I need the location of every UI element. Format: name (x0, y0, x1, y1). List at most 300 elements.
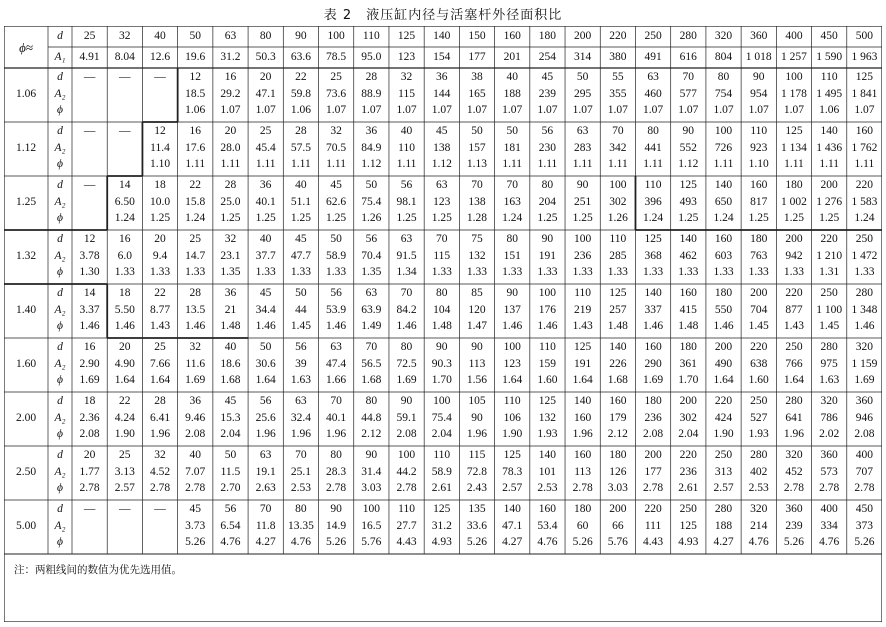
area-ratio-cell: 1.64 (114, 374, 135, 387)
area-ratio-cell: 1.90 (713, 428, 734, 441)
area-ratio-cell: 2.08 (79, 428, 100, 441)
bore-area-cell: 154 (433, 50, 451, 63)
annulus-area-cell: 104 (433, 304, 451, 317)
area-ratio-cell: 1.33 (114, 266, 135, 279)
area-ratio-cell: 1.46 (713, 320, 734, 333)
area-ratio-cell: 1.25 (572, 212, 593, 225)
annulus-area-cell: 28.3 (326, 466, 347, 479)
annulus-area-cell: 98.1 (396, 196, 417, 209)
bore-diameter-cell: 32 (119, 29, 131, 42)
area-ratio-cell: 1.64 (149, 374, 171, 387)
row-label-d: d (57, 341, 63, 354)
rod-diameter-cell: 25 (189, 233, 201, 246)
rod-diameter-cell: 80 (717, 71, 730, 84)
area-ratio-cell: 1.70 (431, 374, 452, 387)
area-ratio-cell: 2.04 (220, 428, 241, 441)
rod-diameter-cell: 80 (647, 125, 659, 138)
area-ratio-cell: 1.64 (572, 374, 593, 387)
bore-area-cell: 616 (679, 50, 697, 63)
rod-diameter-cell: 250 (820, 287, 838, 300)
annulus-area-cell: 29.2 (220, 88, 241, 101)
annulus-area-cell: 90.3 (431, 358, 452, 371)
area-ratio-cell: 2.12 (361, 428, 382, 441)
annulus-area-cell: 27.7 (396, 520, 417, 533)
area-ratio-cell: 1.11 (643, 158, 663, 171)
area-ratio-cell: 1.45 (819, 320, 840, 333)
annulus-area-cell: 337 (644, 304, 662, 317)
rod-diameter-cell: 12 (154, 125, 166, 138)
rod-diameter-cell: 90 (682, 125, 695, 138)
annulus-area-cell: 151 (503, 250, 521, 263)
rod-diameter-cell: 160 (750, 179, 768, 192)
area-ratio-cell: 2.78 (819, 482, 840, 495)
annulus-area-cell: 138 (433, 142, 451, 155)
rod-diameter-cell: 16 (119, 233, 131, 246)
rod-diameter-cell: 28 (224, 179, 237, 192)
area-ratio-cell: 1.46 (185, 320, 206, 333)
annulus-area-cell: 1 100 (816, 304, 843, 317)
rod-diameter-cell: 100 (538, 287, 557, 300)
area-ratio-cell: 2.61 (431, 482, 452, 495)
rod-diameter-cell: 28 (154, 395, 166, 408)
area-ratio-cell: 2.08 (185, 428, 206, 441)
area-ratio-cell: 1.07 (466, 104, 488, 117)
rod-diameter-cell: 45 (259, 287, 272, 300)
area-ratio-cell: 2.53 (748, 482, 769, 495)
rod-diameter-cell: 45 (224, 395, 237, 408)
rod-diameter-cell: 22 (154, 287, 166, 300)
area-ratio-cell: 1.46 (326, 320, 347, 333)
rod-diameter-cell: 140 (503, 503, 521, 516)
area-ratio-cell: 1.48 (678, 320, 699, 333)
area-ratio-cell (107, 156, 142, 174)
area-ratio-cell: 4.43 (396, 536, 417, 549)
rod-diameter-cell: 70 (365, 341, 378, 354)
annulus-area-cell: 573 (820, 466, 838, 479)
area-ratio-cell: 4.76 (290, 536, 311, 549)
annulus-area-cell: 111 (644, 520, 662, 533)
phi-value-label: 1.40 (15, 304, 37, 317)
area-ratio-cell: 3.03 (361, 482, 382, 495)
annulus-area-cell: 6.41 (149, 412, 171, 425)
rod-diameter-cell: 56 (295, 341, 307, 354)
area-ratio-cell: 1.60 (537, 374, 558, 387)
rod-diameter-cell: 25 (154, 341, 166, 354)
rod-diameter-cell: 110 (644, 179, 662, 192)
rod-diameter-cell: 25 (330, 71, 342, 84)
annulus-area-cell: 7.66 (149, 358, 171, 371)
bore-diameter-cell: 90 (295, 29, 307, 42)
area-ratio-cell: 1.26 (361, 212, 382, 225)
rod-diameter-cell: 135 (468, 503, 486, 516)
area-ratio-cell: 1.33 (713, 266, 734, 279)
annulus-area-cell: 30.6 (255, 358, 276, 371)
area-ratio-cell: 5.26 (185, 536, 206, 549)
annulus-area-cell: 3.78 (79, 250, 100, 263)
rod-diameter-cell: 25 (119, 449, 131, 462)
bore-area-cell: 4.91 (79, 50, 100, 63)
annulus-area-cell: 550 (714, 304, 733, 317)
annulus-area-cell: 230 (538, 142, 557, 155)
rod-diameter-cell: 56 (330, 287, 342, 300)
area-ratio-cell: 1.07 (572, 104, 593, 117)
rod-diameter-cell: 200 (609, 503, 627, 516)
rod-diameter-cell: 36 (436, 71, 448, 84)
rod-diameter-cell: 70 (259, 503, 272, 516)
area-ratio-cell: 5.76 (607, 536, 628, 549)
area-ratio-cell: 1.10 (748, 158, 769, 171)
annulus-area-cell: 73.6 (326, 88, 347, 101)
rod-diameter-cell: 110 (539, 341, 556, 354)
annulus-area-cell: 2.36 (79, 412, 100, 425)
area-ratio-cell: 1.90 (502, 428, 523, 441)
bore-diameter-cell: 160 (503, 29, 521, 42)
rod-diameter-cell: 20 (119, 341, 131, 354)
annulus-area-cell: 641 (785, 412, 803, 425)
annulus-area-cell: 603 (714, 250, 733, 263)
area-ratio-cell: 1.69 (643, 374, 664, 387)
rod-diameter-cell: 100 (397, 449, 416, 462)
rod-diameter-cell: 36 (259, 179, 272, 192)
annulus-area-cell: 47.1 (255, 88, 276, 101)
annulus-area-cell: 257 (609, 304, 627, 317)
annulus-area-cell: 239 (538, 88, 557, 101)
rod-diameter-cell: 200 (750, 287, 768, 300)
row-label-A2: A₂ (54, 250, 66, 263)
rod-diameter-cell: 63 (365, 287, 378, 300)
rod-diameter-cell: 70 (682, 71, 695, 84)
annulus-area-cell: 302 (679, 412, 697, 425)
annulus-area-cell: 355 (609, 88, 627, 101)
annulus-area-cell: 15.3 (220, 412, 241, 425)
area-ratio-cell: 4.27 (502, 536, 523, 549)
area-ratio-cell: 1.33 (502, 266, 523, 279)
area-ratio-cell: 5.26 (572, 536, 593, 549)
area-ratio-cell (142, 102, 177, 120)
annulus-area-cell: 2.90 (79, 358, 100, 371)
rod-diameter-cell: 160 (855, 125, 873, 138)
rod-diameter-cell: 80 (436, 287, 448, 300)
annulus-area-cell: 132 (538, 412, 557, 425)
rod-diameter-cell: 80 (541, 179, 554, 192)
rod-diameter-cell: 280 (785, 395, 803, 408)
area-ratio-cell: 2.57 (114, 482, 135, 495)
area-ratio-cell: 1.45 (290, 320, 311, 333)
area-ratio-cell: 1.24 (114, 212, 135, 225)
rod-diameter-cell: 220 (714, 395, 733, 408)
annulus-area-cell: 295 (574, 88, 592, 101)
rod-diameter-cell: 100 (574, 233, 592, 246)
area-ratio-cell: 1.96 (572, 428, 593, 441)
annulus-area-cell: 163 (503, 196, 521, 209)
rod-diameter-cell: 14 (83, 287, 96, 300)
area-ratio-cell: 1.07 (748, 104, 769, 117)
annulus-area-cell: 123 (503, 358, 521, 371)
bore-diameter-cell: 180 (538, 29, 557, 42)
annulus-area-cell: 25.0 (220, 196, 241, 209)
annulus-area-cell: 946 (855, 412, 873, 425)
annulus-area-cell: 25.1 (290, 466, 311, 479)
rod-diameter-cell: 280 (714, 503, 733, 516)
rod-diameter-cell: 56 (224, 503, 237, 516)
area-ratio-cell: 1.96 (290, 428, 311, 441)
rod-diameter-cell: 125 (785, 125, 803, 138)
rod-diameter-cell: 25 (259, 125, 272, 138)
area-ratio-cell: 1.12 (678, 158, 699, 171)
rod-diameter-cell: 160 (679, 287, 697, 300)
table-title: 表 2 液压缸内径与活塞杆外径面积比 (323, 8, 563, 23)
rod-diameter-cell: 140 (644, 287, 662, 300)
area-ratio-cell: 2.02 (819, 428, 840, 441)
annulus-area-cell: 123 (433, 196, 451, 209)
row-label-d: d (57, 71, 63, 84)
annulus-area-cell: 59.1 (396, 412, 417, 425)
annulus-area-cell: 191 (538, 250, 557, 263)
area-ratio-cell: 1.11 (608, 158, 628, 171)
annulus-area-cell: 236 (574, 250, 592, 263)
rod-diameter-cell: 20 (259, 71, 272, 84)
area-ratio-cell: 1.07 (607, 104, 628, 117)
annulus-area-cell: 402 (750, 466, 768, 479)
rod-diameter-cell: 200 (679, 395, 697, 408)
rod-diameter-cell: 125 (503, 449, 521, 462)
annulus-area-cell: 53.9 (326, 304, 347, 317)
annulus-area-cell: 1 472 (851, 250, 878, 263)
annulus-area-cell: 493 (679, 196, 697, 209)
row-label-phi: ϕ (57, 158, 63, 171)
rod-diameter-cell: 100 (503, 341, 521, 354)
area-ratio-cell: 1.25 (783, 212, 804, 225)
area-ratio-cell: 1.96 (466, 428, 488, 441)
area-ratio-cell: 2.78 (783, 482, 804, 495)
annulus-area-cell: 11.8 (255, 520, 276, 533)
annulus-area-cell: 188 (503, 88, 521, 101)
area-ratio-cell: 1.11 (713, 158, 734, 171)
bore-diameter-cell: 140 (433, 29, 451, 42)
row-label-d: d (57, 449, 63, 462)
annulus-area-cell: 33.6 (466, 520, 488, 533)
rod-diameter-cell: — (83, 125, 96, 138)
annulus-area-cell: 4.52 (149, 466, 171, 479)
annulus-area-cell: 51.1 (290, 196, 311, 209)
annulus-area-cell: 126 (609, 466, 627, 479)
rod-diameter-cell: 80 (330, 449, 342, 462)
annulus-area-cell: 415 (679, 304, 697, 317)
rod-diameter-cell: 110 (433, 449, 451, 462)
rod-diameter-cell: 16 (224, 71, 237, 84)
rod-diameter-cell: 32 (400, 71, 413, 84)
area-ratio-cell: 1.69 (185, 374, 206, 387)
phi-corner-label: ϕ≈ (19, 39, 33, 55)
table-footnote: 注：两粗线间的数值为优先选用值。 (14, 564, 182, 576)
area-ratio-cell: 1.33 (783, 266, 804, 279)
row-label-phi: ϕ (57, 482, 63, 495)
row-label-A2: A₂ (54, 358, 66, 371)
annulus-area-cell: 53.4 (537, 520, 558, 533)
annulus-area-cell: 90 (471, 412, 483, 425)
annulus-area-cell: 58.9 (431, 466, 452, 479)
rod-diameter-cell: 220 (855, 179, 873, 192)
rod-diameter-cell: 63 (259, 449, 272, 462)
area-ratio-cell: 2.78 (854, 482, 875, 495)
area-ratio-cell (142, 534, 177, 552)
annulus-area-cell: 70.5 (326, 142, 347, 155)
phi-value-label: 1.06 (15, 88, 37, 101)
rod-diameter-cell: 40 (259, 233, 272, 246)
rod-diameter-cell: 45 (436, 125, 448, 138)
annulus-area-cell: 13.5 (185, 304, 206, 317)
row-label-phi: ϕ (57, 104, 63, 117)
rod-diameter-cell: 115 (468, 449, 486, 462)
annulus-area-cell: 923 (750, 142, 768, 155)
annulus-area-cell: 766 (785, 358, 803, 371)
bore-diameter-cell: 400 (785, 29, 803, 42)
bore-diameter-cell: 250 (644, 29, 662, 42)
annulus-area-cell: 8.77 (149, 304, 171, 317)
bore-diameter-cell: 25 (83, 29, 96, 42)
annulus-area-cell: 44 (295, 304, 307, 317)
rod-diameter-cell: 140 (609, 341, 627, 354)
row-label-d: d (57, 233, 63, 246)
rod-diameter-cell: 450 (855, 503, 873, 516)
area-ratio-cell: 1.11 (326, 158, 346, 171)
rod-diameter-cell: 110 (574, 287, 592, 300)
annulus-area-cell: 1.77 (79, 466, 100, 479)
annulus-area-cell: 21 (224, 304, 237, 317)
annulus-area-cell: 47.4 (326, 358, 347, 371)
annulus-area-cell: 62.6 (326, 196, 347, 209)
area-ratio-cell: 2.78 (572, 482, 593, 495)
row-label-phi: ϕ (57, 374, 63, 387)
bore-area-cell: 1 257 (781, 50, 807, 63)
area-ratio-cell: 5.26 (326, 536, 347, 549)
rod-diameter-cell: 63 (647, 71, 659, 84)
annulus-area-cell: 9.4 (152, 250, 168, 263)
area-ratio-cell: 1.25 (537, 212, 558, 225)
annulus-area-cell: 204 (538, 196, 557, 209)
bore-area-cell: 31.2 (220, 50, 241, 63)
annulus-area-cell: 342 (609, 142, 627, 155)
bore-area-cell: 380 (609, 50, 627, 63)
rod-diameter-cell: 70 (612, 125, 624, 138)
area-ratio-cell: 1.68 (361, 374, 382, 387)
area-ratio-cell: 1.11 (537, 158, 558, 171)
rod-diameter-cell: 40 (506, 71, 518, 84)
area-ratio-cell: 1.64 (783, 374, 804, 387)
annulus-area-cell: 47.7 (290, 250, 311, 263)
area-ratio-cell: 1.35 (220, 266, 241, 279)
row-label-d: d (57, 287, 63, 300)
annulus-area-cell: 251 (574, 196, 592, 209)
rod-diameter-cell: 36 (189, 395, 201, 408)
area-ratio-cell: 1.07 (220, 104, 241, 117)
area-ratio-cell: 1.33 (290, 266, 311, 279)
rod-diameter-cell: 22 (119, 395, 131, 408)
annulus-area-cell: 120 (468, 304, 486, 317)
rod-diameter-cell: — (154, 71, 166, 84)
rod-diameter-cell: 250 (855, 233, 873, 246)
annulus-area-cell: 1 159 (851, 358, 878, 371)
annulus-area-cell: 32.4 (290, 412, 311, 425)
area-ratio-cell: 1.43 (572, 320, 593, 333)
phi-value-label: 2.00 (15, 412, 37, 425)
annulus-area-cell: 44.2 (396, 466, 417, 479)
area-ratio-cell: 1.33 (607, 266, 628, 279)
annulus-area-cell: 1 841 (851, 88, 878, 101)
rod-diameter-cell: 20 (83, 449, 96, 462)
annulus-area-cell: 214 (750, 520, 768, 533)
area-ratio-cell: 1.48 (220, 320, 241, 333)
rod-diameter-cell: 50 (365, 179, 378, 192)
row-label-A1: A₁ (54, 50, 66, 63)
annulus-area-cell: 3.37 (79, 304, 100, 317)
bore-diameter-cell: 150 (468, 29, 486, 42)
phi-value-label: 5.00 (15, 520, 37, 533)
annulus-area-cell: 75.4 (361, 196, 382, 209)
rod-diameter-cell: 70 (400, 287, 413, 300)
area-ratio-cell: 1.46 (854, 320, 875, 333)
rod-diameter-cell: 28 (365, 71, 378, 84)
rod-diameter-cell: 180 (644, 395, 662, 408)
rod-diameter-cell: 63 (295, 395, 307, 408)
area-ratio-cell: 4.93 (678, 536, 699, 549)
area-ratio-cell: 1.64 (713, 374, 734, 387)
rod-diameter-cell: 250 (750, 395, 768, 408)
annulus-area-cell: 59.8 (290, 88, 311, 101)
bore-diameter-cell: 320 (714, 29, 733, 42)
phi-value-label: 1.32 (15, 250, 37, 263)
area-ratio-cell: 1.10 (149, 158, 171, 171)
rod-diameter-cell: 12 (83, 233, 96, 246)
row-label-d: d (57, 395, 63, 408)
bore-area-cell: 201 (503, 50, 521, 63)
annulus-area-cell: 219 (574, 304, 592, 317)
rod-diameter-cell: 50 (224, 449, 237, 462)
annulus-area-cell: 72.5 (396, 358, 417, 371)
area-ratio-table (4, 26, 882, 622)
area-ratio-cell (72, 102, 107, 120)
annulus-area-cell: 1 002 (781, 196, 807, 209)
area-ratio-cell: 4.27 (713, 536, 734, 549)
rod-diameter-cell: 56 (365, 233, 378, 246)
rod-diameter-cell: 320 (820, 395, 838, 408)
annulus-area-cell: 34.4 (255, 304, 276, 317)
annulus-area-cell: 45.4 (255, 142, 276, 155)
rod-diameter-cell: 100 (714, 125, 733, 138)
area-ratio-cell: 1.33 (643, 266, 664, 279)
rod-diameter-cell: — (83, 179, 96, 192)
area-ratio-cell: 1.33 (678, 266, 699, 279)
row-label-A2: A₂ (54, 304, 66, 317)
rod-diameter-cell: 220 (820, 233, 838, 246)
annulus-area-cell: 19.1 (255, 466, 276, 479)
rod-diameter-cell: 250 (785, 341, 803, 354)
annulus-area-cell: 3.13 (114, 466, 135, 479)
area-ratio-cell: 1.07 (854, 104, 875, 117)
annulus-area-cell: 786 (820, 412, 838, 425)
area-ratio-cell: 1.11 (819, 158, 840, 171)
area-ratio-cell: 1.46 (79, 320, 100, 333)
bore-area-cell: 1 963 (851, 50, 878, 63)
rod-diameter-cell: 200 (820, 179, 838, 192)
area-ratio-cell: 1.11 (255, 158, 276, 171)
rod-diameter-cell: 140 (538, 449, 557, 462)
annulus-area-cell: 285 (609, 250, 627, 263)
area-ratio-cell: 1.26 (607, 212, 628, 225)
rod-diameter-cell: 125 (679, 179, 697, 192)
annulus-area-cell: 144 (433, 88, 451, 101)
annulus-area-cell: 1 210 (816, 250, 843, 263)
